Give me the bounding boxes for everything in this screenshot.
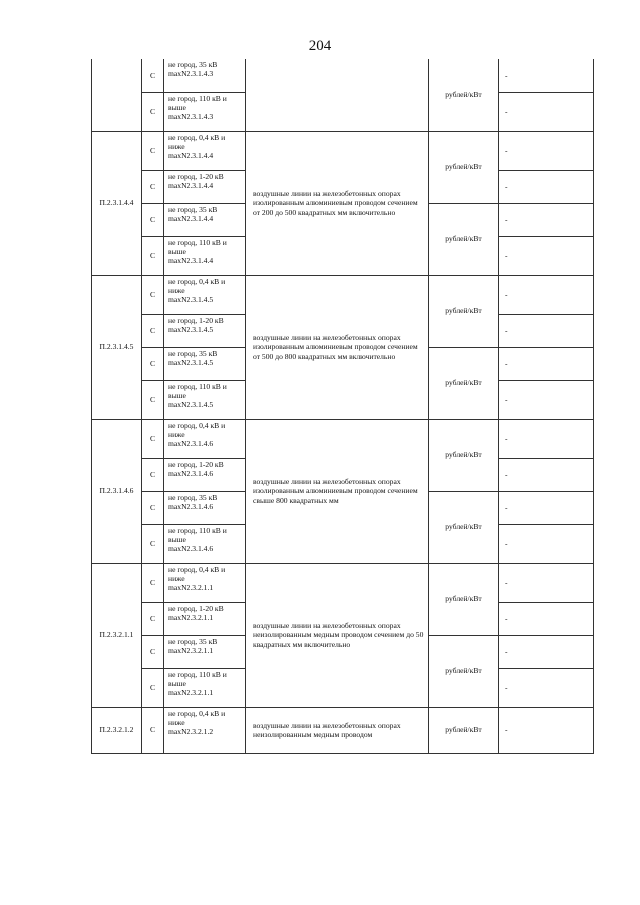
rate-value: - <box>499 635 594 668</box>
unit-label: рублей/кВт <box>429 347 499 419</box>
rate-value: - <box>499 314 594 347</box>
rate-symbol: С <box>142 59 164 92</box>
rate-value: - <box>499 347 594 380</box>
rate-value: - <box>499 92 594 131</box>
voltage-level: не город, 35 кВ maxN2.3.2.1.1 <box>164 635 246 668</box>
rate-symbol: С <box>142 314 164 347</box>
row-code: П.2.3.1.4.4 <box>92 131 142 275</box>
row-code: П.2.3.2.1.2 <box>92 707 142 753</box>
voltage-level: не город, 1-20 кВ maxN2.3.1.4.5 <box>164 314 246 347</box>
rate-symbol: С <box>142 380 164 419</box>
rate-value: - <box>499 131 594 170</box>
voltage-level: не город, 1-20 кВ maxN2.3.1.4.4 <box>164 170 246 203</box>
rate-value: - <box>499 203 594 236</box>
rate-symbol: С <box>142 275 164 314</box>
rate-symbol: С <box>142 170 164 203</box>
unit-label: рублей/кВт <box>429 707 499 753</box>
voltage-level: не город, 110 кВ и выше maxN2.3.1.4.3 <box>164 92 246 131</box>
rate-symbol: С <box>142 92 164 131</box>
rate-symbol: С <box>142 236 164 275</box>
voltage-level: не город, 110 кВ и выше maxN2.3.1.4.6 <box>164 524 246 563</box>
rate-value: - <box>499 275 594 314</box>
voltage-level: не город, 35 кВ maxN2.3.1.4.6 <box>164 491 246 524</box>
voltage-level: не город, 110 кВ и выше maxN2.3.1.4.4 <box>164 236 246 275</box>
line-description: воздушные линии на железобетонных опорах изолированным алюминиевым проводом сечением от 500 до 800 квадратных мм включительно <box>246 275 429 419</box>
unit-label: рублей/кВт <box>429 59 499 131</box>
rate-symbol: С <box>142 491 164 524</box>
table-row <box>92 131 594 170</box>
table-row <box>92 419 594 458</box>
voltage-level: не город, 110 кВ и выше maxN2.3.1.4.5 <box>164 380 246 419</box>
voltage-level: не город, 110 кВ и выше maxN2.3.2.1.1 <box>164 668 246 707</box>
voltage-level: не город, 0,4 кВ и ниже maxN2.3.2.1.1 <box>164 563 246 602</box>
tariff-table <box>91 59 594 754</box>
rate-value: - <box>499 563 594 602</box>
row-code: П.2.3.2.1.1 <box>92 563 142 707</box>
row-code: П.2.3.1.4.5 <box>92 275 142 419</box>
voltage-level: не город, 35 кВ maxN2.3.1.4.4 <box>164 203 246 236</box>
line-description <box>246 59 429 131</box>
voltage-level: не город, 0,4 кВ и ниже maxN2.3.1.4.4 <box>164 131 246 170</box>
voltage-level: не город, 0,4 кВ и ниже maxN2.3.1.4.6 <box>164 419 246 458</box>
unit-label: рублей/кВт <box>429 275 499 347</box>
rate-value: - <box>499 170 594 203</box>
rate-symbol: С <box>142 707 164 753</box>
rate-value: - <box>499 380 594 419</box>
row-code <box>92 59 142 131</box>
rate-symbol: С <box>142 458 164 491</box>
voltage-level: не город, 35 кВ maxN2.3.1.4.5 <box>164 347 246 380</box>
rate-value: - <box>499 419 594 458</box>
unit-label: рублей/кВт <box>429 203 499 275</box>
table-row <box>92 275 594 314</box>
rate-value: - <box>499 236 594 275</box>
line-description: воздушные линии на железобетонных опорах изолированным алюминиевым проводом сечением свыше 800 квадратных мм <box>246 419 429 563</box>
rate-symbol: С <box>142 347 164 380</box>
voltage-level: не город, 1-20 кВ maxN2.3.2.1.1 <box>164 602 246 635</box>
unit-label: рублей/кВт <box>429 131 499 203</box>
line-description: воздушные линии на железобетонных опорах неизолированным медным проводом сечением до 50 квадратных мм включительно <box>246 563 429 707</box>
voltage-level: не город, 35 кВ maxN2.3.1.4.3 <box>164 59 246 92</box>
voltage-level: не город, 1-20 кВ maxN2.3.1.4.6 <box>164 458 246 491</box>
rate-symbol: С <box>142 419 164 458</box>
page-number: 204 <box>308 38 332 54</box>
voltage-level: не город, 0,4 кВ и ниже maxN2.3.2.1.2 <box>164 707 246 753</box>
rate-value: - <box>499 602 594 635</box>
rate-value: - <box>499 491 594 524</box>
line-description: воздушные линии на железобетонных опорах изолированным алюминиевым проводом сечением от 200 до 500 квадратных мм включительно <box>246 131 429 275</box>
unit-label: рублей/кВт <box>429 491 499 563</box>
rate-symbol: С <box>142 524 164 563</box>
line-description: воздушные линии на железобетонных опорах неизолированным медным проводом <box>246 707 429 753</box>
rate-symbol: С <box>142 602 164 635</box>
table-row <box>92 59 594 92</box>
table-row <box>92 563 594 602</box>
rate-symbol: С <box>142 635 164 668</box>
unit-label: рублей/кВт <box>429 563 499 635</box>
rate-symbol: С <box>142 668 164 707</box>
rate-symbol: С <box>142 563 164 602</box>
voltage-level: не город, 0,4 кВ и ниже maxN2.3.1.4.5 <box>164 275 246 314</box>
row-code: П.2.3.1.4.6 <box>92 419 142 563</box>
rate-symbol: С <box>142 131 164 170</box>
rate-value: - <box>499 668 594 707</box>
rate-value: - <box>499 59 594 92</box>
unit-label: рублей/кВт <box>429 419 499 491</box>
rate-value: - <box>499 524 594 563</box>
rate-value: - <box>499 458 594 491</box>
rate-symbol: С <box>142 203 164 236</box>
unit-label: рублей/кВт <box>429 635 499 707</box>
rate-value: - <box>499 707 594 753</box>
table-row <box>92 707 594 753</box>
